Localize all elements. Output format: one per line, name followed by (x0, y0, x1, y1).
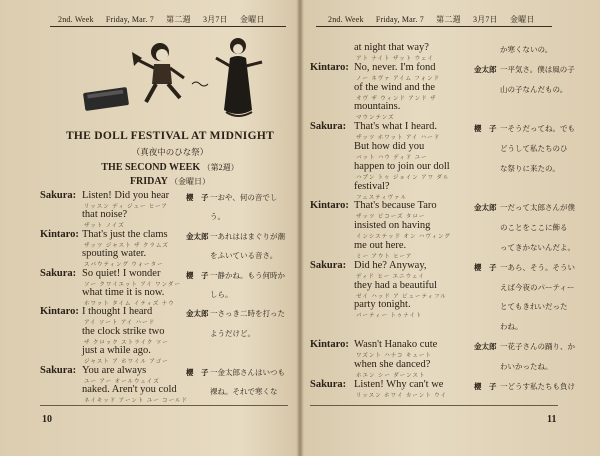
right-header (328, 14, 545, 25)
speaker-label-jp: 金太郎 (474, 203, 497, 213)
dialogue-text: the clock strike two (82, 325, 165, 337)
day-title (60, 176, 280, 187)
pronunciation-ruby: オヴ ザ ウィンド アンド ザ (356, 95, 437, 102)
translation-text-jp: 一あら、そう。そうい (500, 262, 575, 272)
pronunciation-ruby: ザッツ ビコーズ タロー (356, 214, 426, 221)
pronunciation-ruby: ミー アウト ヒーア (356, 254, 413, 260)
translation-text-jp: わね。 (500, 322, 523, 332)
translation-text-jp: 山の子なんだもの。 (500, 84, 568, 94)
dialogue-text: that noise? (82, 209, 128, 221)
week-title (60, 162, 280, 173)
speaker-label: Kintaro: (310, 61, 349, 73)
translation-text-jp: しら。 (210, 290, 233, 299)
speaker-label: Kintaro: (310, 200, 349, 212)
speaker-label: Kintaro: (310, 339, 349, 350)
speaker-label: Sakura: (310, 259, 347, 271)
translation-text-jp: をふいている音さ。 (210, 251, 278, 261)
right-page (302, 0, 600, 456)
header-date: Friday, Mar. 7 (375, 15, 424, 24)
translation-text-jp: な祭りに来たの。 (500, 163, 560, 173)
pronunciation-ruby: ホエン シー ダーンスト (356, 372, 426, 379)
header-rule (316, 26, 552, 27)
translation-text-jp: 一静かね。もう何時か (210, 270, 285, 280)
translation-text-jp: 一どうす私たちも負け (500, 381, 575, 391)
pronunciation-ruby: インシステッド オン ハヴィング (356, 234, 451, 241)
left-page (0, 0, 298, 456)
pronunciation-ruby: バット ハウ ディド ユー (356, 155, 428, 161)
pronunciation-ruby: ディド ヒー エニウェイ (356, 273, 425, 280)
header-jp-day: 金曜日 (509, 15, 535, 24)
header-jp-date: 3月7日 (472, 15, 498, 24)
left-footer-rule (40, 405, 288, 406)
pronunciation-ruby: アト ナイト ザット ウェイ (356, 56, 434, 62)
dialogue-text: That's just the clams (82, 228, 168, 240)
speaker-label-jp: 櫻 子 (474, 262, 497, 272)
week-title-jp: （第2週） (202, 163, 239, 172)
header-jp-date: 3月7日 (202, 15, 228, 24)
translation-text-jp: えば今夜のパーティー (500, 282, 575, 292)
pronunciation-ruby: ユー アー オールウェイズ (84, 378, 160, 385)
speaker-label-jp: 櫻 子 (474, 381, 497, 391)
dialogue-text: me out here. (354, 240, 407, 251)
dialogue-text: That's what I heard. (354, 121, 437, 133)
speaker-label-jp: 金太郎 (474, 342, 497, 351)
dialogue-text: party tonight. (354, 299, 411, 311)
dialogue-text: naked. Aren't you cold (82, 384, 177, 395)
translation-text-jp: わいかったね。 (500, 361, 553, 371)
left-header (58, 14, 275, 25)
pronunciation-ruby: ザッツ ジャスト ザ クラムズ (84, 242, 169, 249)
dialogue-text: when she danced? (354, 358, 431, 370)
story-title: THE DOLL FESTIVAL AT MIDNIGHT (65, 130, 275, 142)
pronunciation-ruby: ザット ノイズ (84, 223, 125, 230)
pronunciation-ruby: アイ ソート アイ ハード (84, 320, 156, 327)
dialogue-text: You are always (82, 364, 147, 376)
speaker-label-jp: 金太郎 (186, 309, 209, 319)
translation-text-jp: う。 (210, 212, 225, 222)
translation-text-jp: 一あれははまぐりが潮 (210, 231, 285, 241)
speaker-label-jp: 櫻 子 (474, 124, 497, 134)
translation-text-jp: とてもきれいだった (500, 302, 568, 312)
pronunciation-ruby: ザ クロック ストライク ツー (84, 339, 169, 346)
translation-text-jp: 一さっき二時を打った (210, 309, 285, 319)
pronunciation-ruby: フェスティヴァル (356, 194, 408, 201)
page-number: 11 (547, 414, 557, 425)
translation-text-jp: か寒くないの。 (500, 45, 553, 54)
dialogue-text: happen to join our doll (354, 160, 450, 172)
translation-text-jp: 一だって太郎さんが僕 (500, 203, 575, 213)
page-number: 10 (42, 414, 52, 425)
speaker-label: Kintaro: (40, 306, 79, 318)
translation-text-jp: 一金太郎さんはいつも (210, 367, 285, 377)
speaker-label-jp: 櫻 子 (186, 193, 209, 202)
story-subtitle-jp: （真夜中のひな祭） (131, 147, 209, 157)
speaker-label: Kintaro: (40, 228, 79, 240)
speaker-label-jp: 櫻 子 (186, 367, 209, 377)
right-footer-rule (310, 405, 558, 406)
pronunciation-ruby: ザッツ ホワット アイ ハード (356, 135, 441, 142)
dialogue-text: Listen! Did you hear (82, 190, 170, 201)
day-title-en: FRIDAY (129, 176, 168, 187)
pronunciation-ruby: リッスン ディ ジュー ヒーア (84, 204, 168, 210)
header-week: 2nd. Week (58, 15, 94, 24)
translation-text-jp: 一平気さ。僕は風の子 (500, 64, 575, 74)
translation-text-jp: どうして私たちのひ (500, 144, 568, 153)
header-rule (50, 26, 286, 27)
header-week: 2nd. Week (328, 15, 364, 24)
pronunciation-ruby: ジャスト ア ホワイル アゴー (84, 359, 169, 366)
dialogue-text: Did he? Anyway, (354, 259, 427, 271)
dialogue-text: Wasn't Hanako cute (354, 339, 438, 350)
speaker-label-jp: 櫻 子 (186, 270, 209, 280)
pronunciation-ruby: ノー ネヴァ アイム フォンド (356, 75, 441, 82)
dialogue-text: But how did you (354, 141, 425, 152)
translation-text-jp: のことをここに飾る (500, 223, 568, 233)
dialogue-text: Listen! Why can't we (354, 378, 444, 390)
pronunciation-ruby: パーティー トゥナイト (356, 313, 423, 320)
dialogue-text: I thought I heard (82, 306, 153, 318)
dialogue-text: No, never. I'm fond (354, 61, 436, 73)
dialogue-text: mountains. (354, 101, 401, 113)
pronunciation-ruby: ワズント ハナコ キュート (356, 353, 432, 359)
dialogue-text: insisted on having (354, 220, 431, 232)
translation-text-jp: ようだけど。 (210, 328, 255, 338)
dialogue-text: what time it is now. (82, 287, 165, 298)
dialogue-text: That's because Taro (354, 200, 437, 212)
week-title-en: THE SECOND WEEK (101, 162, 201, 173)
dialogue-text: at night that way? (354, 42, 429, 53)
translation-text-jp: ってきかないんだよ。 (500, 243, 575, 252)
header-jp-week: 第二週 (436, 15, 461, 24)
speaker-label: Sakura: (40, 190, 77, 201)
header-date: Friday, Mar. 7 (105, 15, 154, 24)
dialogue-text: they had a beautiful (354, 279, 438, 291)
pronunciation-ruby: ネイキッド アーント ユー コールド (84, 398, 189, 404)
day-title-jp: （金曜日） (170, 177, 211, 186)
pronunciation-ruby: リッスン ホワイ カーント ウイ (356, 392, 447, 399)
translation-text-jp: 一おや、何の音でし (210, 193, 278, 202)
dialogue-text: So quiet! I wonder (82, 267, 161, 279)
speaker-label: Sakura: (310, 121, 347, 133)
pronunciation-ruby: スパウティング ウォーター (84, 262, 164, 269)
translation-text-jp: 裸ね。それで寒くな (210, 387, 278, 396)
dialogue-text: of the wind and the (354, 81, 436, 93)
speaker-label-jp: 金太郎 (186, 231, 209, 241)
pronunciation-ruby: ハプン トゥ ジョイン アワ ダル (356, 174, 450, 181)
pronunciation-ruby: マウンテンズ (356, 115, 395, 122)
header-jp-day: 金曜日 (239, 15, 265, 24)
doll-festival-illustration (80, 32, 280, 122)
dialogue-text: spouting water. (82, 248, 147, 260)
translation-text-jp: 一花子さんの踊り、か (500, 342, 575, 351)
pronunciation-ruby: ソー クワイエット アイ ワンダー (84, 281, 181, 288)
header-jp-week: 第二週 (166, 15, 191, 24)
translation-text-jp: 一そうだってね。でも (500, 124, 575, 134)
speaker-label: Sakura: (40, 364, 77, 376)
speaker-label: Sakura: (310, 378, 347, 390)
speaker-label-jp: 金太郎 (474, 64, 497, 74)
pronunciation-ruby: ゼイ ハッド ア ビューティフル (356, 293, 447, 300)
pronunciation-ruby: ホワット タイム イティズ ナウ (84, 301, 175, 307)
speaker-label: Sakura: (40, 267, 77, 279)
dialogue-text: just a while ago. (82, 345, 151, 357)
dialogue-text: festival? (354, 180, 390, 192)
